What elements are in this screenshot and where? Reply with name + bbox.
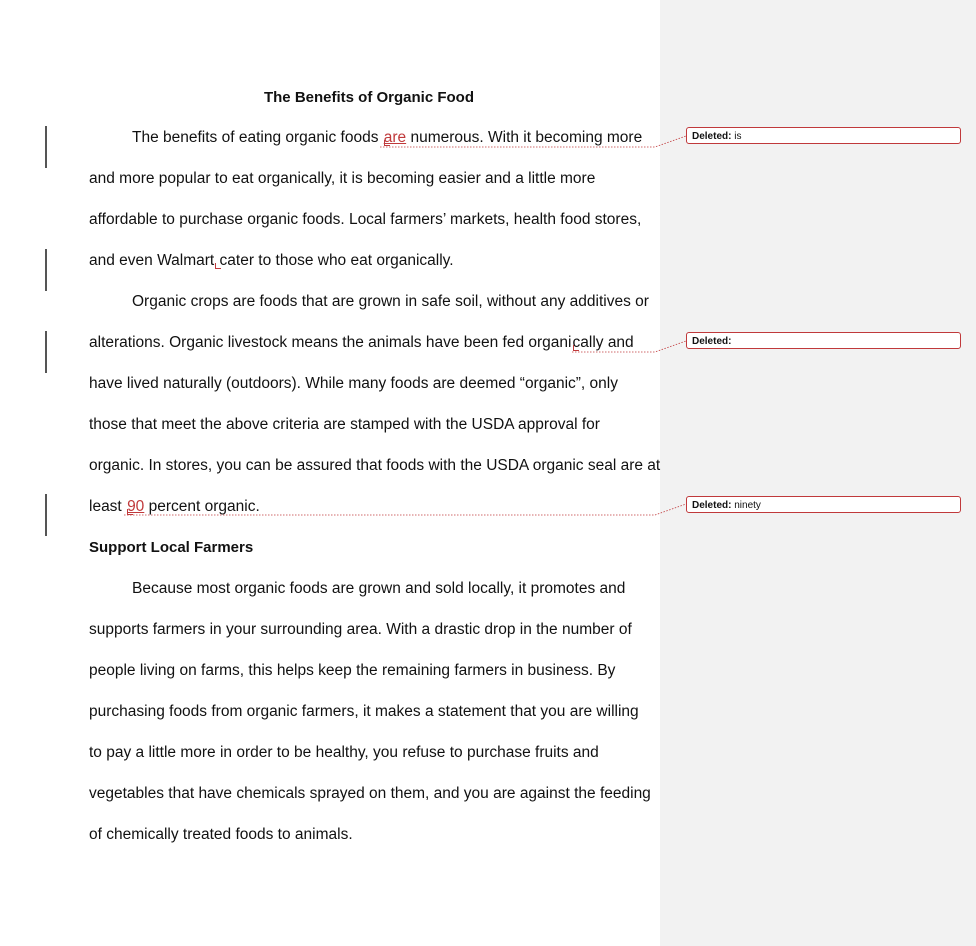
- text-run: cally and: [572, 334, 634, 351]
- paragraph-1-line-3: affordable to purchase organic foods. Local farmers’ markets, health food stores,: [89, 211, 642, 228]
- paragraph-1-line-1: [132, 128, 642, 148]
- change-bar: [45, 249, 47, 291]
- text-run: percent organic.: [144, 498, 260, 515]
- text-run: The benefits of eating organic foods: [132, 129, 383, 146]
- paragraph-2-line-4: those that meet the above criteria are stamped with the USDA approval for: [89, 416, 600, 433]
- deletion-caret: [573, 345, 579, 351]
- balloon-label: Deleted:: [692, 336, 732, 347]
- paragraph-3-line-7: of chemically treated foods to animals.: [89, 826, 353, 843]
- balloon-label: Deleted:: [692, 500, 732, 511]
- paragraph-3-line-6: vegetables that have chemicals sprayed on them, and you are against the feeding: [89, 785, 651, 802]
- deletion-caret: [215, 263, 221, 269]
- balloon-text: ninety: [734, 500, 761, 511]
- deletion-caret: [127, 509, 133, 515]
- inserted-text[interactable]: 90: [127, 498, 145, 515]
- paragraph-3-line-4: purchasing foods from organic farmers, it makes a statement that you are willing: [89, 703, 639, 720]
- document-title: The Benefits of Organic Food: [263, 89, 474, 106]
- inserted-text[interactable]: are: [383, 129, 407, 146]
- text-run: cater to those who eat organically.: [215, 252, 454, 269]
- balloon-label: Deleted:: [692, 131, 732, 142]
- paragraph-1-line-4: [89, 251, 454, 271]
- revision-balloon-3[interactable]: [686, 496, 961, 513]
- paragraph-2-line-6: [89, 497, 260, 517]
- text-run: alterations. Organic livestock means the animals have been fed organi: [89, 334, 572, 351]
- change-bar: [45, 494, 47, 536]
- paragraph-2-line-2: [89, 333, 634, 353]
- paragraph-2-line-5: organic. In stores, you can be assured that foods with the USDA organic seal are at: [89, 457, 661, 474]
- text-run: numerous. With it becoming more: [406, 129, 643, 146]
- section-heading: Support Local Farmers: [89, 539, 254, 556]
- change-bar: [45, 126, 47, 168]
- deletion-caret: [384, 140, 390, 146]
- balloon-text: is: [734, 131, 742, 142]
- paragraph-2-line-3: have lived naturally (outdoors). While many foods are deemed “organic”, only: [89, 375, 618, 392]
- text-run: least: [89, 498, 127, 515]
- paragraph-3-line-2: supports farmers in your surrounding area. With a drastic drop in the number of: [89, 621, 632, 638]
- paragraph-1-line-2: and more popular to eat organically, it is becoming easier and a little more: [89, 170, 596, 187]
- revision-balloon-1[interactable]: [686, 127, 961, 144]
- paragraph-2-line-1: Organic crops are foods that are grown in safe soil, without any additives or: [132, 293, 649, 310]
- paragraph-3-line-1: Because most organic foods are grown and sold locally, it promotes and: [132, 580, 626, 597]
- paragraph-3-line-3: people living on farms, this helps keep the remaining farmers in business. By: [89, 662, 616, 679]
- change-bar: [45, 331, 47, 373]
- paragraph-3-line-5: to pay a little more in order to be healthy, you refuse to purchase fruits and: [89, 744, 599, 761]
- text-run: and even Walmart: [89, 252, 215, 269]
- revision-balloon-2[interactable]: [686, 332, 961, 349]
